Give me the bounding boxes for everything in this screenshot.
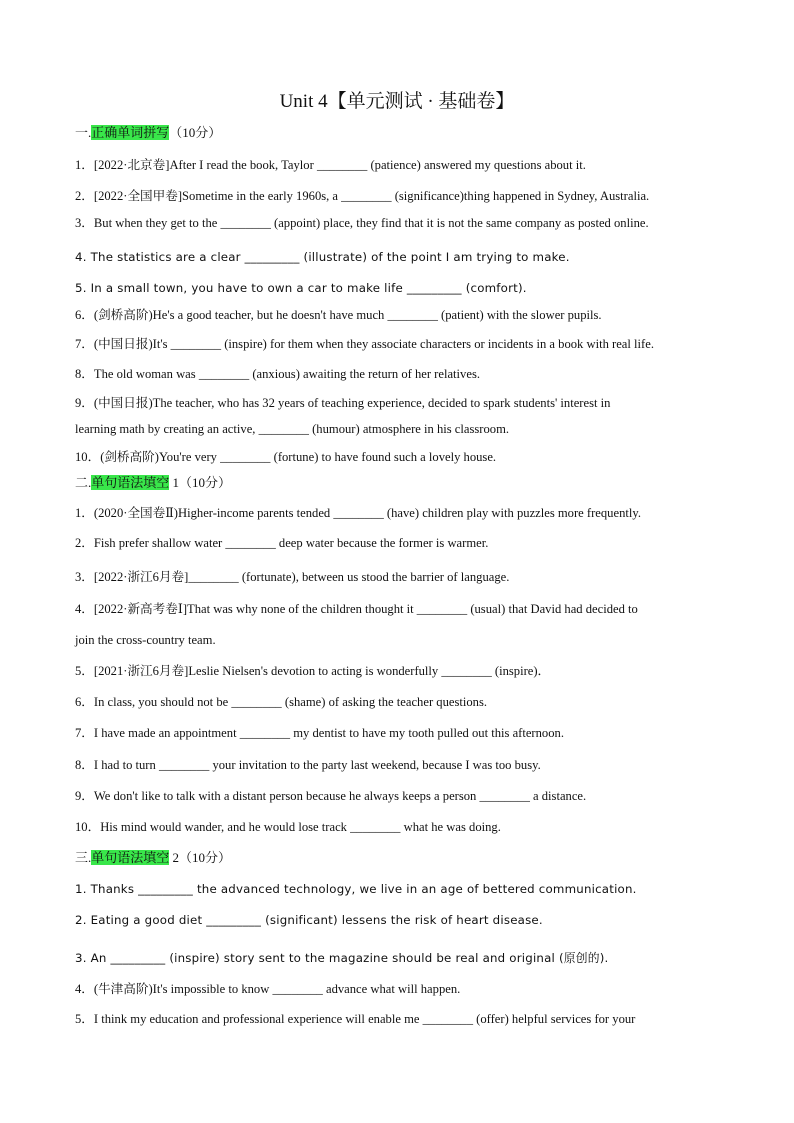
section-heading-3	[75, 850, 725, 866]
section-score: （10分）	[169, 125, 222, 140]
section-number: 三.	[75, 850, 92, 865]
section-score: 1（10分）	[169, 475, 232, 490]
question-line: 1．(2020·全国卷Ⅱ)Higher-income parents tended ________ (have) children play with puzzles more frequently.	[75, 506, 641, 520]
section-heading-2	[75, 475, 725, 491]
question-line: 3．But when they get to the ________ (appoint) place, they find that it is not the same company as posted online.	[75, 216, 649, 230]
question-line-continued: join the cross-country team.	[75, 633, 216, 647]
question-line: 2. Eating a good diet _________ (significant) lessens the risk of heart disease.	[75, 913, 543, 927]
question-line: 8．I had to turn ________ your invitation to the party last weekend, because I was too busy.	[75, 758, 541, 772]
question-line: 3. An _________ (inspire) story sent to the magazine should be real and original (原创的).	[75, 951, 609, 965]
question-line: 4．[2022·新高考卷Ⅰ]That was why none of the children thought it ________ (usual) that David had decided to	[75, 602, 638, 616]
question-line: 9．We don't like to talk with a distant person because he always keeps a person ________ a distance.	[75, 789, 587, 803]
question-line: 2．Fish prefer shallow water ________ deep water because the former is warmer.	[75, 536, 489, 550]
question-line: 2．[2022·全国甲卷]Sometime in the early 1960s, a ________ (significance)thing happened in Sydney, Australia.	[75, 189, 650, 203]
section-score: 2（10分）	[169, 850, 232, 865]
question-line: 10．(剑桥高阶)You're very ________ (fortune) to have found such a lovely house.	[75, 450, 497, 464]
question-line: 5．[2021·浙江6月卷]Leslie Nielsen's devotion to acting is wonderfully ________ (inspire)．	[75, 664, 551, 678]
question-line: 9．(中国日报)The teacher, who has 32 years of teaching experience, decided to spark students' interest in	[75, 396, 611, 410]
question-line: 1. Thanks _________ the advanced technology, we live in an age of bettered communication.	[75, 882, 637, 896]
question-line: 1．[2022·北京卷]After I read the book, Taylor ________ (patience) answered my questions about it.	[75, 158, 586, 172]
section-label-highlight: 正确单词拼写	[91, 125, 170, 140]
question-line: 7．(中国日报)It's ________ (inspire) for them when they associate characters or incidents in a book with real life.	[75, 337, 654, 351]
page-title: Unit 4【单元测试 · 基础卷】	[279, 91, 515, 112]
section-number: 二.	[75, 475, 92, 490]
question-line: 6．(剑桥高阶)He's a good teacher, but he doesn't have much ________ (patient) with the slower pupils.	[75, 308, 602, 322]
section-number: 一.	[75, 125, 92, 140]
question-line: 3．[2022·浙江6月卷]________ (fortunate), between us stood the barrier of language.	[75, 570, 510, 584]
section-label-highlight: 单句语法填空	[91, 850, 170, 865]
question-line: 8．The old woman was ________ (anxious) awaiting the return of her relatives.	[75, 367, 480, 381]
question-line: 5. In a small town, you have to own a car to make life _________ (comfort).	[75, 281, 527, 295]
question-line: 4. The statistics are a clear _________ (illustrate) of the point I am trying to make.	[75, 250, 570, 264]
question-line: 5．I think my education and professional experience will enable me ________ (offer) helpful services for your	[75, 1012, 636, 1026]
question-line: 4．(牛津高阶)It's impossible to know ________ advance what will happen.	[75, 982, 461, 996]
question-line-continued: learning math by creating an active, ________ (humour) atmosphere in his classroom.	[75, 422, 510, 436]
section-label-highlight: 单句语法填空	[91, 475, 170, 490]
section-heading-1	[75, 125, 725, 141]
question-line: 7．I have made an appointment ________ my dentist to have my tooth pulled out this afternoon.	[75, 726, 564, 740]
question-line: 10．His mind would wander, and he would lose track ________ what he was doing.	[75, 820, 501, 834]
question-line: 6．In class, you should not be ________ (shame) of asking the teacher questions.	[75, 695, 488, 709]
